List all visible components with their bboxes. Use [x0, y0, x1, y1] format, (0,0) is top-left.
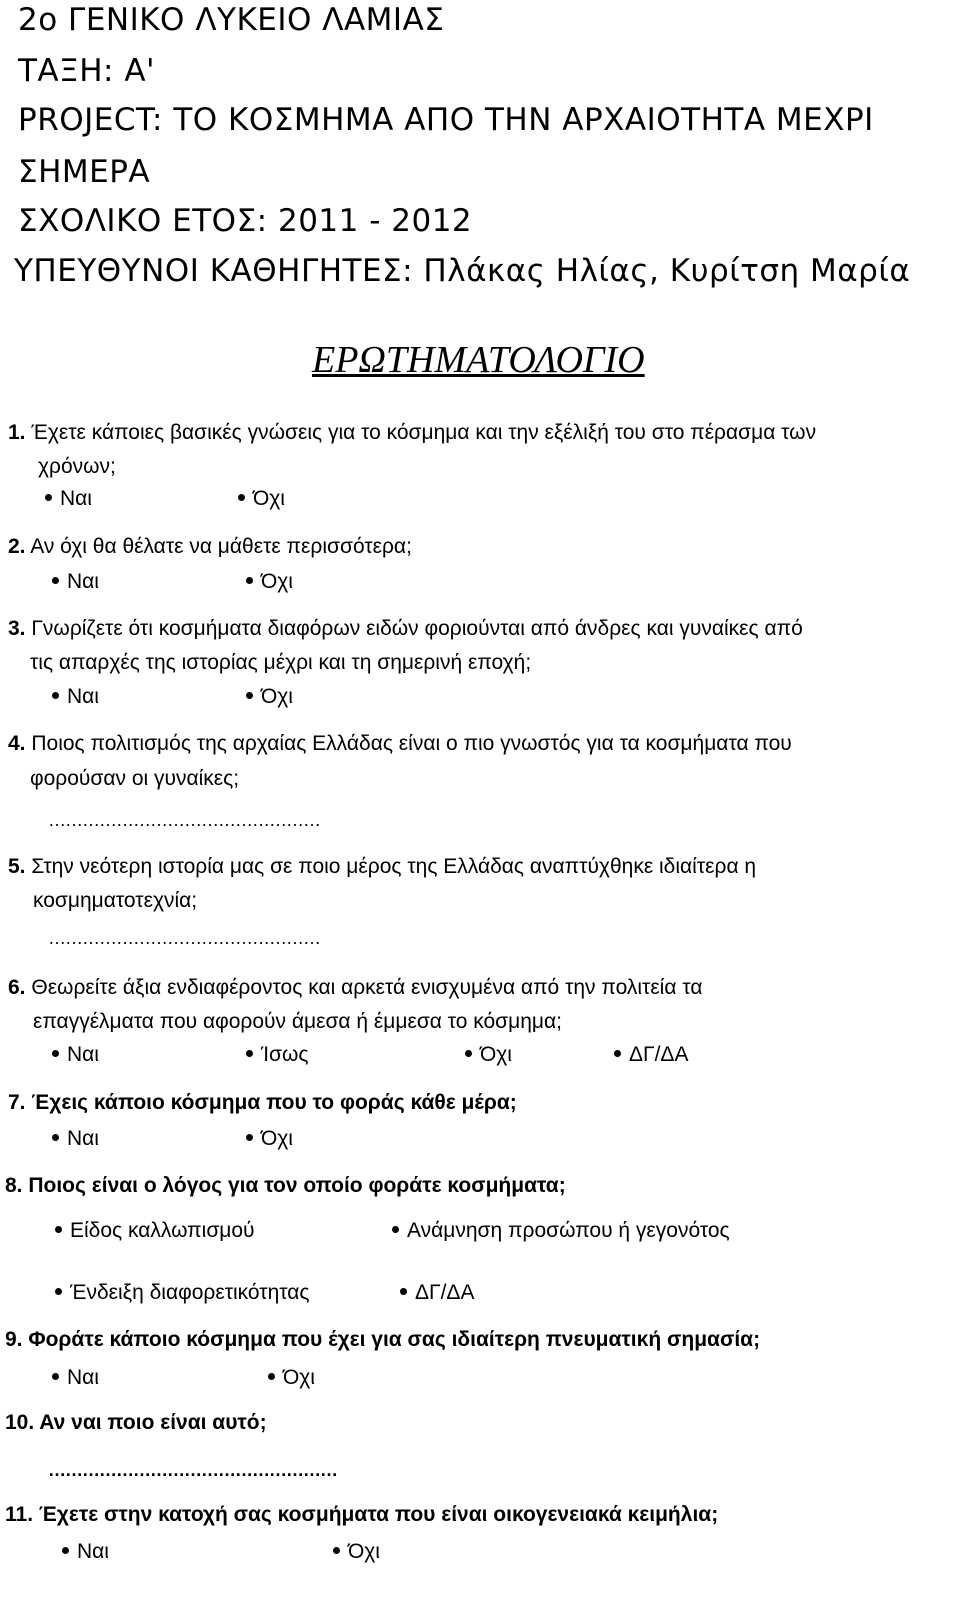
question-number: 7.: [8, 1091, 26, 1114]
question-text: Έχετε κάποιες βασικές γνώσεις για το κόσμημα και την εξέλιξή του στο πέρασμα των: [31, 421, 817, 444]
option-yes[interactable]: Ναι: [62, 1538, 109, 1566]
bullet-icon: [52, 577, 59, 584]
question-3: [8, 614, 803, 644]
question-7: [8, 1088, 517, 1118]
bullet-icon: [614, 1050, 621, 1057]
bullet-icon: [62, 1547, 69, 1554]
question-text: Αν ναι ποιο είναι αυτό;: [39, 1411, 267, 1434]
question-number: 3.: [8, 617, 26, 640]
bullet-icon: [268, 1373, 275, 1380]
bullet-icon: [246, 1050, 253, 1057]
question-text: Έχετε στην κατοχή σας κοσμήματα που είναι οικογενειακά κειμήλια;: [38, 1503, 719, 1526]
page-title: ΕΡΩΤΗΜΑΤΟΛΟΓΙΟ: [312, 339, 645, 381]
question-2: [8, 532, 412, 562]
option-yes[interactable]: Ναι: [45, 485, 92, 513]
bullet-icon: [246, 692, 253, 699]
school-year: ΣΧΟΛΙΚΟ ΕΤΟΣ: 2011 - 2012: [18, 203, 473, 239]
question-text: Φοράτε κάποιο κόσμημα που έχει για σας ιδιαίτερη πνευματική σημασία;: [28, 1328, 761, 1351]
question-number: 5.: [8, 855, 26, 878]
bullet-icon: [392, 1226, 399, 1233]
bullet-icon: [465, 1050, 472, 1057]
question-8: [5, 1171, 566, 1201]
question-9: [5, 1325, 760, 1355]
question-text: Έχεις κάποιο κόσμημα που το φοράς κάθε μέρα;: [31, 1091, 517, 1114]
option-no[interactable]: Όχι: [238, 485, 285, 513]
option-yes[interactable]: Ναι: [52, 683, 99, 711]
answer-field[interactable]: …………………………………………: [48, 810, 320, 830]
bullet-icon: [55, 1226, 62, 1233]
question-10: [5, 1408, 267, 1438]
bullet-icon: [246, 1134, 253, 1141]
bullet-icon: [52, 692, 59, 699]
question-4: [8, 729, 792, 759]
question-6: [8, 973, 702, 1003]
answer-field[interactable]: ……………………………………………: [48, 1460, 337, 1480]
option-maybe[interactable]: Ίσως: [246, 1041, 309, 1069]
question-1: [8, 418, 816, 448]
question-number: 2.: [8, 535, 26, 558]
option-no[interactable]: Όχι: [246, 1125, 293, 1153]
question-text: Ποιος πολιτισμός της αρχαίας Ελλάδας είναι ο πιο γνωστός για τα κοσμήματα που: [31, 732, 792, 755]
option-yes[interactable]: Ναι: [52, 568, 99, 596]
option-adornment[interactable]: Είδος καλλωπισμού: [55, 1217, 255, 1245]
bullet-icon: [52, 1373, 59, 1380]
bullet-icon: [55, 1288, 62, 1295]
bullet-icon: [45, 494, 52, 501]
question-6-line-2: επαγγέλματα που αφορούν άμεσα ή έμμεσα το κόσμημα;: [33, 1010, 562, 1033]
question-number: 4.: [8, 732, 26, 755]
question-number: 8.: [5, 1174, 23, 1197]
question-number: 11.: [5, 1503, 34, 1526]
bullet-icon: [52, 1134, 59, 1141]
teachers: ΥΠΕΥΘΥΝΟΙ ΚΑΘΗΓΗΤΕΣ: Πλάκας Ηλίας, Κυρίτση Μαρία: [14, 253, 911, 289]
school-name: 2ο ΓΕΝΙΚΟ ΛΥΚΕΙΟ ΛΑΜΙΑΣ: [18, 2, 445, 38]
question-1-line-2: χρόνων;: [38, 455, 116, 478]
question-number: 6.: [8, 976, 26, 999]
question-number: 10.: [5, 1411, 35, 1434]
project-line-1: PROJECT: ΤΟ ΚΟΣΜΗΜΑ ΑΠΟ ΤΗΝ ΑΡΧΑΙΟΤΗΤΑ ΜΕΧΡΙ: [18, 102, 874, 138]
option-dont-know[interactable]: ΔΓ/ΔΑ: [400, 1279, 474, 1307]
option-memory[interactable]: Ανάμνηση προσώπου ή γεγονότος: [392, 1217, 730, 1245]
question-text: Στην νεότερη ιστορία μας σε ποιο μέρος της Ελλάδας αναπτύχθηκε ιδιαίτερα η: [31, 855, 757, 878]
option-no[interactable]: Όχι: [465, 1041, 512, 1069]
bullet-icon: [400, 1288, 407, 1295]
option-no[interactable]: Όχι: [246, 568, 293, 596]
bullet-icon: [238, 494, 245, 501]
question-4-line-2: φορούσαν οι γυναίκες;: [30, 767, 240, 790]
option-dont-know[interactable]: ΔΓ/ΔΑ: [614, 1041, 688, 1069]
option-distinction[interactable]: Ένδειξη διαφορετικότητας: [55, 1279, 310, 1307]
option-yes[interactable]: Ναι: [52, 1041, 99, 1069]
option-no[interactable]: Όχι: [246, 683, 293, 711]
question-5: [8, 852, 756, 882]
bullet-icon: [246, 577, 253, 584]
question-text: Γνωρίζετε ότι κοσμήματα διαφόρων ειδών φοριούνται από άνδρες και γυναίκες από: [31, 617, 803, 640]
option-yes[interactable]: Ναι: [52, 1364, 99, 1392]
bullet-icon: [52, 1050, 59, 1057]
option-yes[interactable]: Ναι: [52, 1125, 99, 1153]
option-no[interactable]: Όχι: [333, 1538, 380, 1566]
question-number: 9.: [5, 1328, 23, 1351]
question-11: [5, 1500, 718, 1530]
class-label: ΤΑΞΗ: Α': [18, 53, 156, 89]
project-line-2: ΣΗΜΕΡΑ: [18, 154, 151, 190]
option-no[interactable]: Όχι: [268, 1364, 315, 1392]
question-text: Αν όχι θα θέλατε να μάθετε περισσότερα;: [30, 535, 412, 558]
question-number: 1.: [8, 421, 26, 444]
bullet-icon: [333, 1547, 340, 1554]
question-text: Θεωρείτε άξια ενδιαφέροντος και αρκετά ενισχυμένα από την πολιτεία τα: [31, 976, 703, 999]
question-text: Ποιος είναι ο λόγος για τον οποίο φοράτε κοσμήματα;: [28, 1174, 566, 1197]
question-5-line-2: κοσμηματοτεχνία;: [33, 889, 198, 912]
answer-field[interactable]: …………………………………………: [48, 928, 320, 948]
question-3-line-2: τις απαρχές της ιστορίας μέχρι και τη σημερινή εποχή;: [30, 651, 532, 674]
